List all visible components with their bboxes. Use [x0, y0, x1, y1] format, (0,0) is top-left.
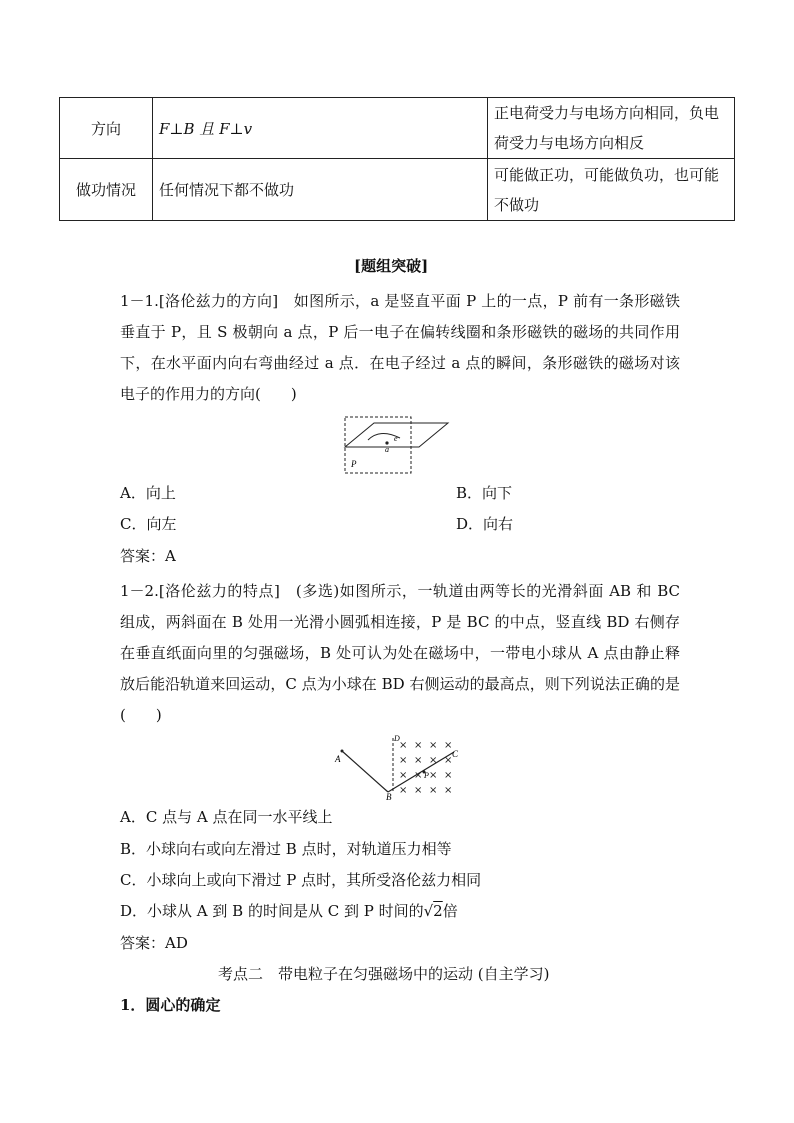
section-title: [题组突破]: [354, 257, 429, 275]
figure-2: [332, 730, 464, 800]
lorentz-cell: F⊥B 且 F⊥v: [153, 98, 488, 159]
answer-1: 答案：A: [120, 547, 176, 565]
label-b: B: [386, 792, 392, 800]
option-a: A．向上: [120, 484, 176, 502]
field-cross: ×: [444, 785, 453, 796]
field-cross: ×: [399, 770, 408, 781]
field-cross: ×: [429, 785, 438, 796]
option-b: B．向下: [456, 484, 513, 502]
field-cross: ×: [399, 740, 408, 751]
label-d: D: [394, 734, 400, 743]
comparison-table: [59, 97, 735, 221]
option-d: D．向右: [456, 515, 514, 533]
field-cross: ×: [399, 755, 408, 766]
label-p: P: [424, 771, 429, 780]
slope-ab: [342, 751, 388, 792]
field-cross: ×: [399, 785, 408, 796]
field-cross: ×: [414, 770, 423, 781]
label-e: e: [394, 434, 398, 443]
label-p: P: [351, 459, 357, 469]
field-cross: ×: [429, 755, 438, 766]
table-row: [60, 159, 735, 221]
field-cross: ×: [429, 770, 438, 781]
field-cross: ×: [444, 770, 453, 781]
label-a: A: [335, 754, 341, 764]
sqrt-radicand: 2: [433, 902, 443, 920]
field-cross: ×: [444, 740, 453, 751]
row-label: 方向: [60, 98, 153, 159]
figure-1: [340, 414, 452, 476]
label-a: a: [385, 445, 389, 454]
lorentz-cell: 任何情况下都不做功: [153, 159, 488, 221]
option-b: B．小球向右或向左滑过 B 点时，对轨道压力相等: [120, 840, 452, 858]
electric-cell: 可能做正功，可能做负功，也可能不做功: [488, 159, 735, 221]
field-cross: ×: [429, 740, 438, 751]
field-cross: ×: [414, 740, 423, 751]
subheading-1: 1．圆心的确定: [120, 996, 221, 1014]
option-c: C．小球向上或向下滑过 P 点时，其所受洛伦兹力相同: [120, 871, 482, 889]
option-d-text: D．小球从 A 到 B 的时间是从 C 到 P 时间的: [120, 902, 424, 920]
answer-2: 答案：AD: [120, 934, 188, 952]
question-2-text: 1－2.[洛伦兹力的特点] (多选)如图所示，一轨道由两等长的光滑斜面 AB 和 BC 组成，两斜面在 B 处用一光滑小圆弧相连接，P 是 BC 的中点，竖直线 BD 右侧存在垂直纸面向里的匀强磁场，B 处可认为处在磁场中，一带电小球从 A 点由静止释放后能沿轨道来回运动，C 点为小球在 BD 右侧运动的最高点，则下列说法正确的是( ): [120, 582, 680, 724]
magnetic-field: [399, 740, 452, 796]
table-row: [60, 98, 735, 159]
field-cross: ×: [414, 755, 423, 766]
field-cross: ×: [444, 755, 453, 766]
option-c: C．向左: [120, 515, 177, 533]
sqrt-sign: √: [423, 902, 434, 920]
label-c: C: [452, 749, 459, 759]
option-a: A．C 点与 A 点在同一水平线上: [120, 808, 333, 826]
question-1-text: 1－1.[洛伦兹力的方向] 如图所示，a 是竖直平面 P 上的一点，P 前有一条形磁铁垂直于 P，且 S 极朝向 a 点，P 后一电子在偏转线圈和条形磁铁的磁场的共同作用下，在水平面内向右弯曲经过 a 点．在电子经过 a 点的瞬间，条形磁铁的磁场对该电子的作用力的方向( ): [120, 292, 680, 403]
option-d-suffix: 倍: [442, 902, 458, 920]
section-2-title: 考点二 带电粒子在匀强磁场中的运动 (自主学习): [218, 965, 550, 983]
option-d: [120, 901, 458, 922]
field-cross: ×: [414, 785, 423, 796]
electric-cell: 正电荷受力与电场方向相同，负电荷受力与电场方向相反: [488, 98, 735, 159]
point-a: [341, 750, 344, 753]
row-label: 做功情况: [60, 159, 153, 221]
